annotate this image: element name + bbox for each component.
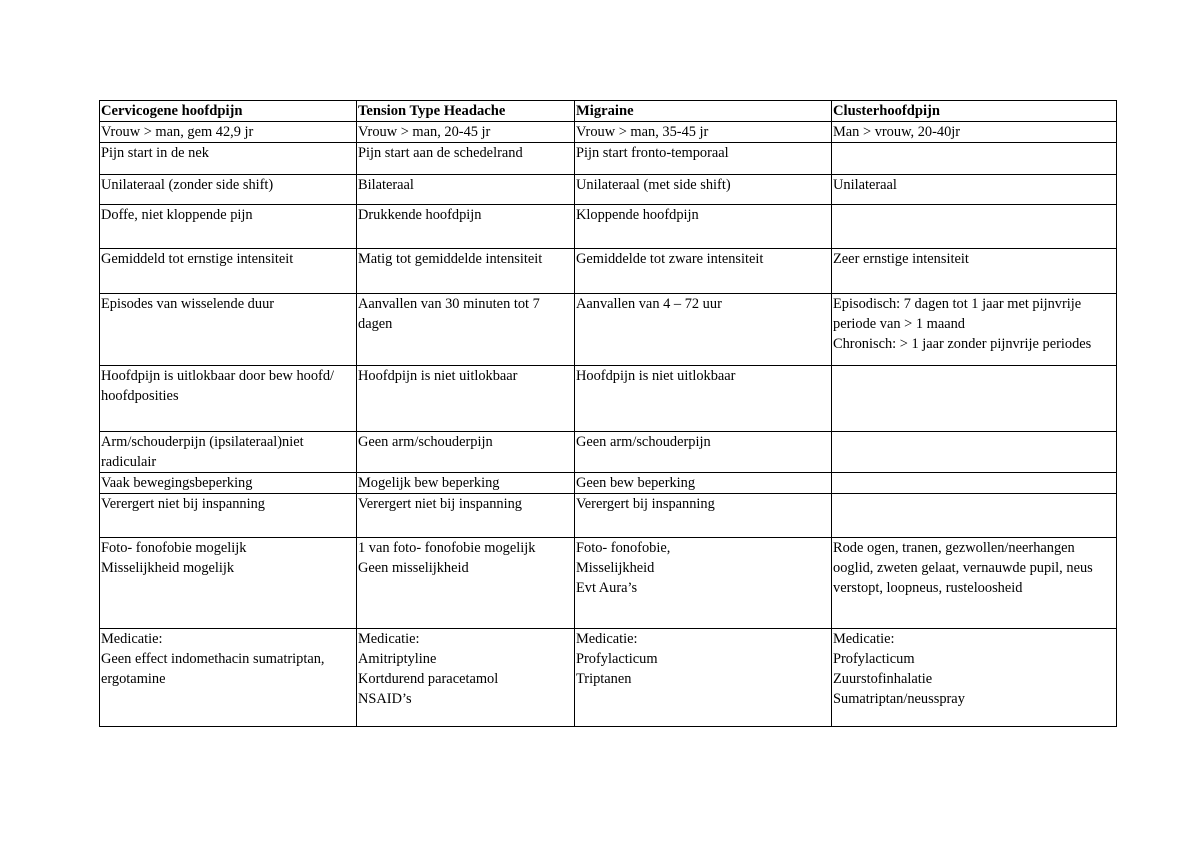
cell-text-line: Chronisch: > 1 jaar zonder pijnvrije periodes: [833, 336, 1092, 352]
cell-text-line: Kortdurend paracetamol: [358, 671, 499, 687]
cell-text-line: Medicatie:: [101, 631, 163, 647]
cell-text-line: Misselijkheid mogelijk: [101, 560, 235, 576]
table-row: [100, 629, 1117, 727]
table-body: [100, 122, 1117, 727]
cell-text-line: Vaak bewegingsbeperking: [101, 475, 253, 491]
table-cell: [832, 294, 1117, 366]
table-cell: [575, 294, 832, 366]
cell-text-line: Gemiddeld tot ernstige intensiteit: [101, 251, 294, 267]
table-cell: [357, 294, 575, 366]
table-cell: [100, 494, 357, 538]
table-cell: [832, 494, 1117, 538]
table-cell: [575, 175, 832, 205]
cell-text-line: Hoofdpijn is uitlokbaar door bew hoofd/ hoofdposities: [101, 368, 335, 404]
table-row: [100, 538, 1117, 629]
table-cell: [575, 249, 832, 294]
table-cell: [575, 629, 832, 727]
cell-text-line: Geen effect indomethacin sumatriptan, ergotamine: [101, 651, 325, 687]
table-cell: [832, 143, 1117, 175]
cell-text-line: Kloppende hoofdpijn: [576, 207, 699, 223]
table-cell: [100, 175, 357, 205]
table-cell: [100, 143, 357, 175]
cell-text-line: Mogelijk bew beperking: [358, 475, 500, 491]
table-cell: [357, 432, 575, 473]
cell-text-line: Medicatie:: [358, 631, 420, 647]
cell-text-line: Hoofdpijn is niet uitlokbaar: [576, 368, 736, 384]
table-cell: [357, 494, 575, 538]
cell-text-line: NSAID’s: [358, 691, 412, 707]
cell-text-line: Profylacticum: [833, 651, 915, 667]
table-cell: [575, 538, 832, 629]
cell-text-line: Amitriptyline: [358, 651, 437, 667]
table-cell: [575, 473, 832, 494]
cell-text-line: Vrouw > man, 35-45 jr: [576, 124, 709, 140]
table-cell: [100, 294, 357, 366]
table-cell: [832, 538, 1117, 629]
cell-text-line: Unilateraal: [833, 177, 897, 193]
table-cell: [832, 205, 1117, 249]
cell-text-line: Geen arm/schouderpijn: [576, 434, 711, 450]
cell-text-line: Rode ogen, tranen, gezwollen/neerhangen ooglid, zweten gelaat, vernauwde pupil, neus verstopt, loopneus, rusteloosheid: [833, 540, 1093, 596]
cell-text-line: Episodisch: 7 dagen tot 1 jaar met pijnvrije periode van > 1 maand: [833, 296, 1082, 332]
table-cell: [357, 175, 575, 205]
cell-text-line: Pijn start fronto-temporaal: [576, 145, 729, 161]
cell-text-line: Foto- fonofobie,: [576, 540, 671, 556]
table-cell: [832, 366, 1117, 432]
cell-text-line: Pijn start aan de schedelrand: [358, 145, 523, 161]
table-cell: [357, 205, 575, 249]
table-row: [100, 205, 1117, 249]
cell-text-line: Drukkende hoofdpijn: [358, 207, 482, 223]
cell-text-line: Profylacticum: [576, 651, 658, 667]
table-row: [100, 473, 1117, 494]
table-cell: [357, 366, 575, 432]
table-row: [100, 249, 1117, 294]
cell-text-line: Arm/schouderpijn (ipsilateraal)niet radiculair: [101, 434, 304, 470]
table-cell: [832, 473, 1117, 494]
cell-text-line: Medicatie:: [576, 631, 638, 647]
cell-text-line: Bilateraal: [358, 177, 414, 193]
table-cell: [100, 629, 357, 727]
table-cell: [100, 205, 357, 249]
header-cervicogenic: Cervicogene hoofdpijn: [100, 101, 357, 122]
cell-text-line: Hoofdpijn is niet uitlokbaar: [358, 368, 518, 384]
table-cell: [100, 366, 357, 432]
cell-text-line: Verergert bij inspanning: [576, 496, 715, 512]
table-cell: [832, 249, 1117, 294]
cell-text-line: Aanvallen van 30 minuten tot 7 dagen: [358, 296, 540, 332]
table-cell: [832, 122, 1117, 143]
table-cell: [100, 473, 357, 494]
header-cluster: Clusterhoofdpijn: [832, 101, 1117, 122]
table-cell: [100, 538, 357, 629]
cell-text-line: Vrouw > man, 20-45 jr: [358, 124, 491, 140]
table-cell: [357, 122, 575, 143]
cell-text-line: Triptanen: [576, 671, 632, 687]
cell-text-line: Aanvallen van 4 – 72 uur: [576, 296, 722, 312]
table-cell: [357, 473, 575, 494]
table-cell: [357, 143, 575, 175]
table-row: [100, 494, 1117, 538]
table-row: [100, 122, 1117, 143]
table-cell: [357, 538, 575, 629]
cell-text-line: Misselijkheid: [576, 560, 655, 576]
header-tension-type: Tension Type Headache: [357, 101, 575, 122]
cell-text-line: Medicatie:: [833, 631, 895, 647]
table-cell: [100, 432, 357, 473]
cell-text-line: Man > vrouw, 20-40jr: [833, 124, 961, 140]
table-cell: [832, 629, 1117, 727]
headache-comparison-table: [99, 100, 1117, 727]
table-row: [100, 432, 1117, 473]
cell-text-line: Doffe, niet kloppende pijn: [101, 207, 253, 223]
cell-text-line: Verergert niet bij inspanning: [358, 496, 522, 512]
table-row: [100, 175, 1117, 205]
cell-text-line: Pijn start in de nek: [101, 145, 209, 161]
table-cell: [832, 175, 1117, 205]
cell-text-line: Geen bew beperking: [576, 475, 696, 491]
cell-text-line: Matig tot gemiddelde intensiteit: [358, 251, 543, 267]
table-cell: [575, 143, 832, 175]
table-row: [100, 143, 1117, 175]
table-cell: [575, 366, 832, 432]
table-cell: [575, 122, 832, 143]
table-row: [100, 366, 1117, 432]
table-cell: [357, 249, 575, 294]
table-cell: [575, 494, 832, 538]
cell-text-line: Zeer ernstige intensiteit: [833, 251, 969, 267]
table-cell: [575, 432, 832, 473]
cell-text-line: Episodes van wisselende duur: [101, 296, 275, 312]
table-row: [100, 294, 1117, 366]
table-cell: [100, 122, 357, 143]
cell-text-line: Evt Aura’s: [576, 580, 638, 596]
cell-text-line: Zuurstofinhalatie: [833, 671, 933, 687]
cell-text-line: Unilateraal (zonder side shift): [101, 177, 274, 193]
cell-text-line: Unilateraal (met side shift): [576, 177, 731, 193]
table-cell: [100, 249, 357, 294]
cell-text-line: Verergert niet bij inspanning: [101, 496, 265, 512]
table-cell: [832, 432, 1117, 473]
cell-text-line: Geen arm/schouderpijn: [358, 434, 493, 450]
header-migraine: Migraine: [575, 101, 832, 122]
table-cell: [575, 205, 832, 249]
cell-text-line: Vrouw > man, gem 42,9 jr: [101, 124, 254, 140]
table-header-row: [100, 101, 1117, 122]
cell-text-line: Sumatriptan/neusspray: [833, 691, 965, 707]
cell-text-line: 1 van foto- fonofobie mogelijk: [358, 540, 536, 556]
cell-text-line: Geen misselijkheid: [358, 560, 469, 576]
table-cell: [357, 629, 575, 727]
cell-text-line: Foto- fonofobie mogelijk: [101, 540, 247, 556]
cell-text-line: Gemiddelde tot zware intensiteit: [576, 251, 764, 267]
